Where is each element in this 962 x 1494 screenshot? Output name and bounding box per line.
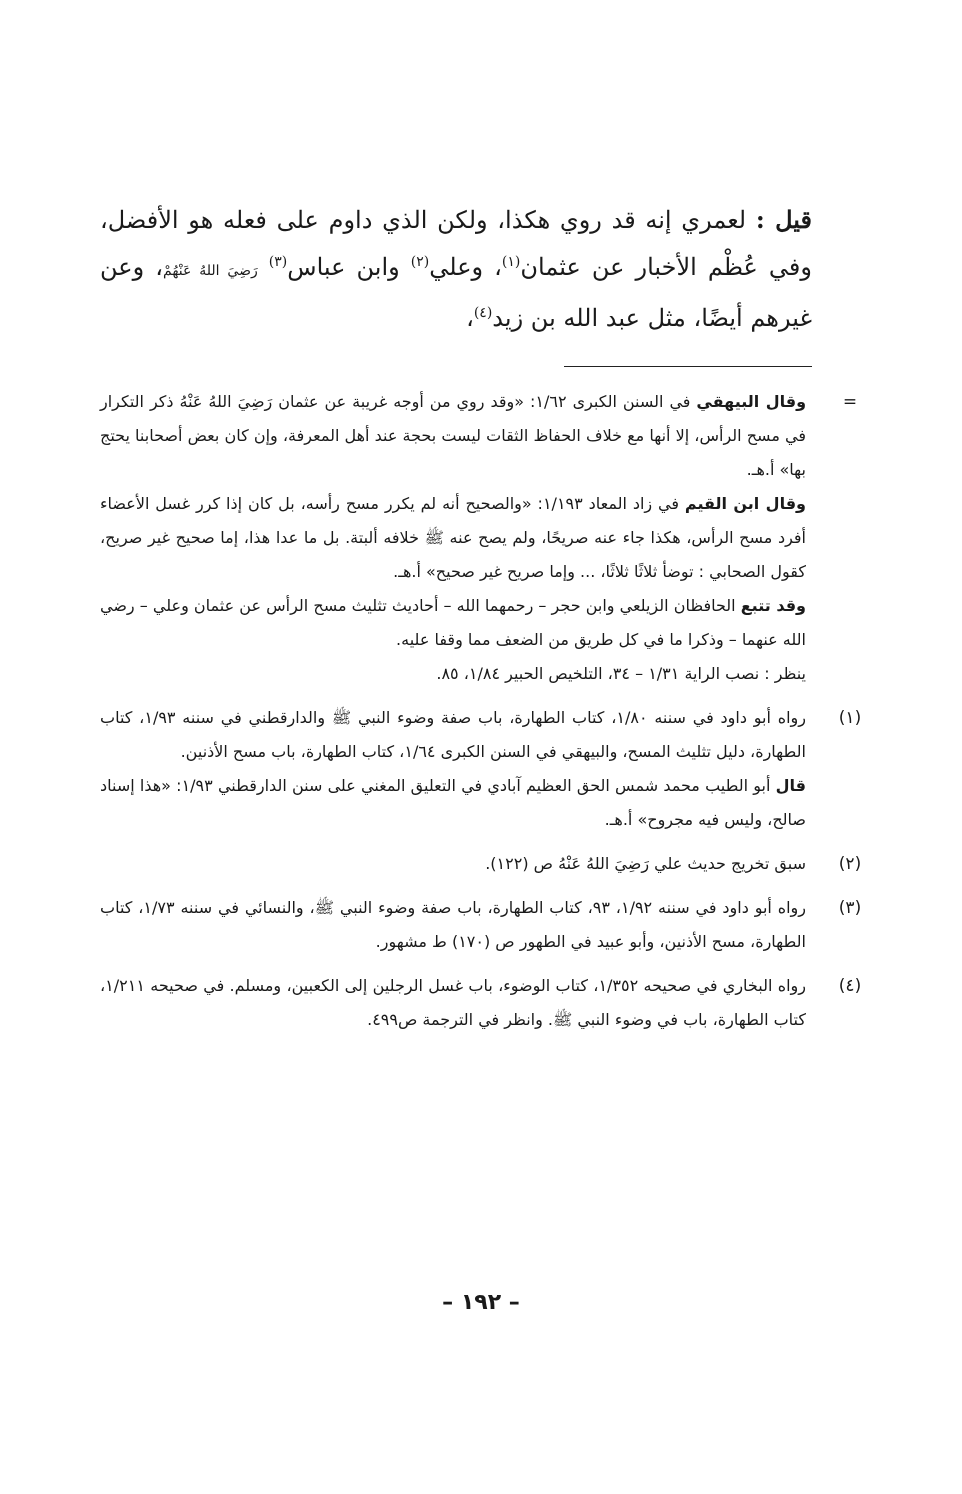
footnote-1-para-1: رواه أبو داود في سننه ١/٨٠، كتاب الطهارة، باب صفة وضوء النبي ﷺ والدارقطني في سننه ١/٩٣، كتاب الطهارة، دليل تثليث المسح، والبيهقي في السنن الكبرى ١/٦٤، كتاب الطهارة، باب مسح الأذنين. bbox=[100, 708, 807, 761]
footnote-continued-para-2 bbox=[100, 487, 806, 589]
footnote-1-marker: (١) bbox=[838, 708, 862, 728]
para-text: أبو الطيب محمد شمس الحق العظيم آبادي في التعليق المغني على سنن الدارقطني ١/٩٣: «هذا إسناد صالح، وليس فيه مجروح» أ.هـ. bbox=[100, 776, 806, 829]
para-lead: قال bbox=[775, 776, 807, 795]
page-number: – ١٩٢ – bbox=[442, 1290, 520, 1315]
main-text-part-4: ، وعن غيرهم أيضًا، مثل عبد الله بن زيد bbox=[100, 253, 812, 332]
footnote-continued bbox=[100, 385, 858, 691]
main-lead-word: قيل : bbox=[755, 205, 812, 234]
para-lead: وقد تتبع bbox=[740, 596, 806, 615]
footnotes-section bbox=[100, 385, 862, 1037]
footnote-3 bbox=[100, 891, 862, 959]
footnote-ref-3[interactable]: (٣) bbox=[268, 254, 288, 270]
footnote-continued-para-3 bbox=[100, 589, 806, 657]
main-text-part-3: وابن عباس bbox=[287, 253, 411, 281]
footnote-continued-para-4 bbox=[100, 657, 806, 691]
footnote-3-marker: (٣) bbox=[838, 898, 862, 918]
footnote-2-marker: (٢) bbox=[838, 854, 862, 874]
para-lead: وقال ابن القيم bbox=[684, 494, 806, 513]
para-text: الحافظان الزيلعي وابن حجر – رحمهما الله – أحاديث تثليث مسح الرأس عن عثمان وعلي – رضي الله عنهما – وذكرا ما في كل طريق من الضعف مما وقفا عليه. bbox=[100, 596, 806, 649]
main-text-part-1: لعمري إنه قد روي هكذا، ولكن الذي داوم على فعله هو الأفضل، وفي عُظْم الأخبار عن عثمان bbox=[100, 206, 812, 281]
footnote-2-text: سبق تخريج حديث علي رَضِيَ اللهُ عَنْهُ ص (١٢٢). bbox=[485, 854, 806, 873]
footnote-ref-4[interactable]: (٤) bbox=[473, 305, 493, 321]
para-text: في زاد المعاد ١/١٩٣: «والصحيح أنه لم يكرر مسح رأسه، بل كان إذا كرر غسل الأعضاء أفرد مسح الرأس، هكذا جاء عنه صريحًا، ولم يصح عنه ﷺ خلافه ألبتة. بل ما عدا هذا، إما صحيح غير صريح، كقول الصحابي : توضأ ثلاثًا ثلاثًا، ... وإما صريح غير صحيح» أ.هـ. bbox=[100, 494, 806, 581]
para-text: ينظر : نصب الراية ١/٣١ – ٣٤، التلخيص الحبير ١/٨٤، ٨٥. bbox=[436, 664, 806, 683]
footnote-2 bbox=[100, 847, 862, 881]
main-text-part-2: ، وعلي bbox=[429, 253, 502, 281]
footnote-4 bbox=[100, 969, 862, 1037]
honorific-glyph: رَضِيَ اللهُ عَنْهُمْ bbox=[163, 263, 258, 279]
para-text: في السنن الكبرى ١/٦٢: «وقد روي من أوجه غريبة عن عثمان رَضِيَ اللهُ عَنْهُ ذكر التكرار في مسح الرأس، إلا أنها مع خلاف الحفاظ الثقات ليست بحجة عند أهل المعرفة، وإن كان بعض أصحابنا يحتج بها» أ.هـ. bbox=[100, 392, 806, 479]
footnote-ref-1[interactable]: (١) bbox=[501, 254, 521, 270]
footnote-1-para-2 bbox=[100, 769, 806, 837]
footnote-1 bbox=[100, 701, 862, 837]
footnote-continued-marker: = bbox=[842, 392, 858, 412]
main-paragraph bbox=[100, 196, 812, 342]
footnote-3-text: رواه أبو داود في سننه ١/٩٢، ٩٣، كتاب الطهارة، باب صفة وضوء النبي ﷺ، والنسائي في سننه ١/٧٣، كتاب الطهارة، مسح الأذنين، وأبو عبيد في الطهور ص (١٧٠) ط مشهور. bbox=[100, 898, 807, 951]
footnote-continued-para-1 bbox=[100, 385, 806, 487]
footnote-ref-2[interactable]: (٢) bbox=[410, 254, 430, 270]
footnote-4-marker: (٤) bbox=[838, 976, 862, 996]
footnote-separator bbox=[564, 366, 812, 367]
footnote-4-text: رواه البخاري في صحيحه ١/٣٥٢، كتاب الوضوء، باب غسل الرجلين إلى الكعبين، ومسلم. في صحيحه ١/٢١١، كتاب الطهارة، باب في وضوء النبي ﷺ. وانظر في الترجمة ص٤٩٩. bbox=[100, 976, 807, 1029]
main-text-part-5: ، bbox=[466, 304, 474, 332]
para-lead: وقال البيهقي bbox=[696, 392, 807, 411]
